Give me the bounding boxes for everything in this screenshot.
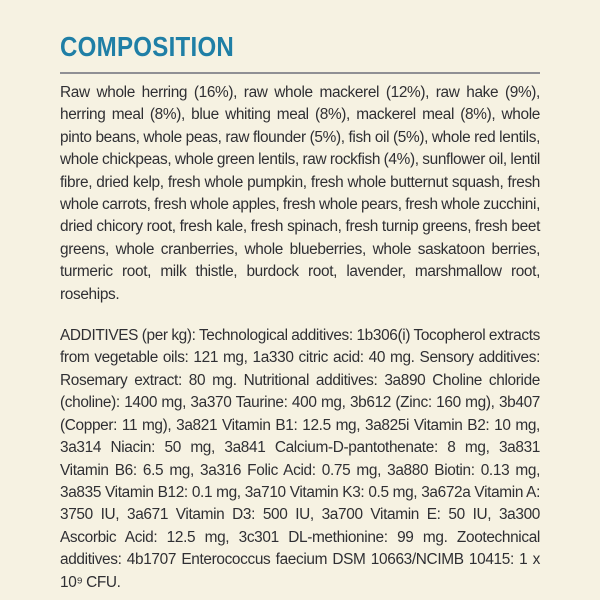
composition-panel (60, 30, 540, 594)
heading-divider (60, 72, 540, 74)
section-heading: COMPOSITION (60, 31, 235, 62)
additives-paragraph: ADDITIVES (per kg): Technological additives: 1b306(i) Tocopherol extracts from vegetable oils: 121 mg, 1a330 citric acid: 40 mg. Sensory additives: Rosemary extract: 80 mg. Nutritional additives: 3a890 Choline chloride (choline): 1400 mg, 3a370 Taurine: 400 mg, 3b612 (Zinc: 160 mg), 3b407 (Copper: 11 mg), 3a821 Vitamin B1: 12.5 mg, 3a825i Vitamin B2: 10 mg, 3a314 Niacin: 50 mg, 3a841 Calcium-D-pantothenate: 8 mg, 3a831 Vitamin B6: 6.5 mg, 3a316 Folic Acid: 0.75 mg, 3a880 Biotin: 0.13 mg, 3a835 Vitamin B12: 0.1 mg, 3a710 Vitamin K3: 0.5 mg, 3a672a Vitamin A: 3750 IU, 3a671 Vitamin D3: 500 IU, 3a700 Vitamin E: 50 IU, 3a300 Ascorbic Acid: 12.5 mg, 3c301 DL-methionine: 99 mg. Zootechnical additives: 4b1707 Enterococcus faecium DSM 10663/NCIMB 10415: 1 x 10⁹ CFU. (60, 327, 540, 591)
composition-paragraph: Raw whole herring (16%), raw whole mackerel (12%), raw hake (9%), herring meal (8%), blue whiting meal (8%), mackerel meal (8%), whole pinto beans, whole peas, raw flounder (5%), fish oil (5%), whole red lentils, whole chickpeas, whole green lentils, raw rockfish (4%), sunflower oil, lentil fibre, dried kelp, fresh whole pumpkin, fresh whole butternut squash, fresh whole carrots, fresh whole apples, fresh whole pears, fresh whole zucchini, dried chicory root, fresh kale, fresh spinach, fresh turnip greens, fresh beet greens, whole cranberries, whole blueberries, whole saskatoon berries, turmeric root, milk thistle, burdock root, lavender, marshmallow root, rosehips. (60, 84, 540, 303)
paragraph-spacer (60, 306, 540, 325)
